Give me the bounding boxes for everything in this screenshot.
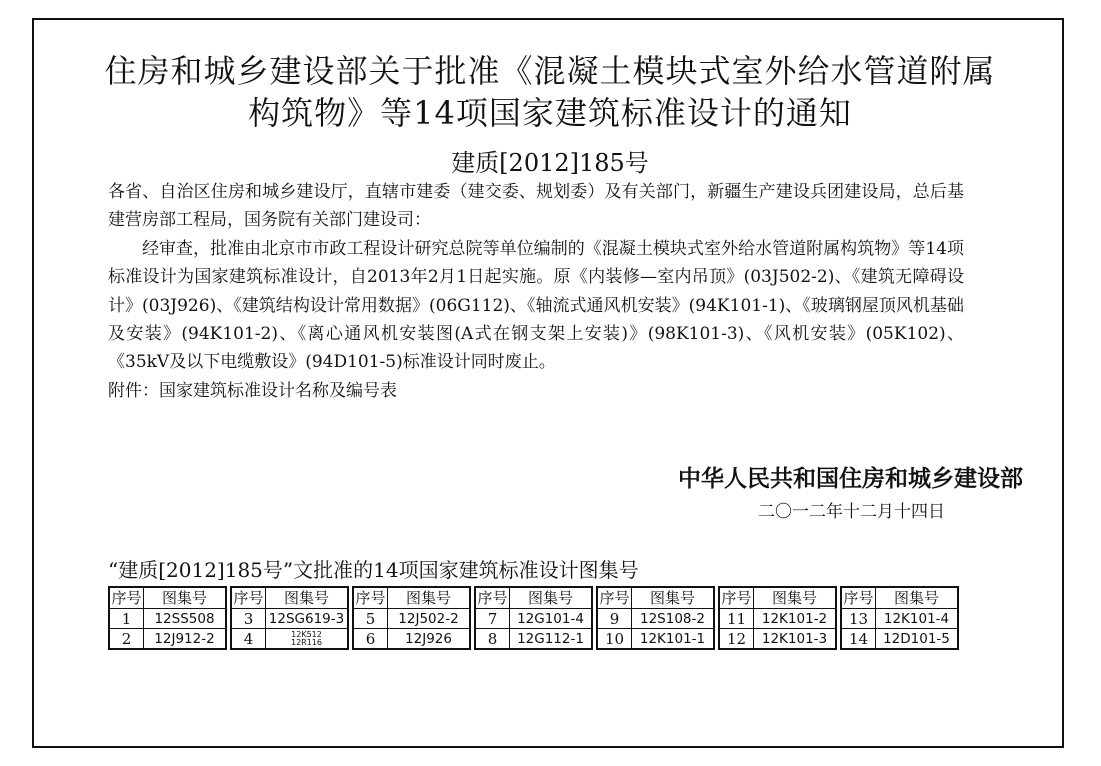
- issue-date: 二〇一二年十二月十四日: [758, 502, 945, 522]
- code-cell: 12J926: [388, 628, 469, 648]
- title-line-2: 构筑物》等14项国家建筑标准设计的通知: [248, 94, 852, 132]
- seq-header: 序号: [721, 589, 752, 607]
- seq-cell: 10: [598, 628, 631, 648]
- seq-cell: 6: [354, 628, 387, 648]
- code-header: 图集号: [771, 589, 817, 607]
- table-group: [230, 586, 349, 650]
- seq-cell: 12: [720, 628, 753, 648]
- code-bottom: 12R116: [290, 638, 322, 647]
- code-cell: 12SS508: [144, 608, 225, 628]
- code-header: 图集号: [161, 589, 207, 607]
- code-cell-stacked: [266, 628, 347, 648]
- code-header: 图集号: [649, 589, 695, 607]
- seq-cell: 8: [476, 628, 509, 648]
- code-cell: 12D101-5: [876, 628, 957, 648]
- atlas-number-table: [108, 586, 964, 650]
- notice-title: [34, 50, 1066, 134]
- code-cell: 12S108-2: [632, 608, 713, 628]
- recipients: 各省、自治区住房和城乡建设厅，直辖市建委（建交委、规划委）及有关部门，新疆生产建设兵团建设局，总后基建营房部工程局，国务院有关部门建设司：: [108, 182, 964, 231]
- code-cell: 12K101-1: [632, 628, 713, 648]
- table-group: [718, 586, 837, 650]
- attachment-line: 附件：国家建筑标准设计名称及编号表: [108, 380, 397, 401]
- seq-cell: 2: [110, 628, 143, 648]
- code-header: 图集号: [283, 589, 329, 607]
- code-cell: 12G101-4: [510, 608, 591, 628]
- seq-cell: 4: [232, 628, 265, 648]
- seq-header: 序号: [477, 589, 508, 607]
- seq-header: 序号: [599, 589, 630, 607]
- seq-cell: 3: [232, 608, 265, 628]
- code-header: 图集号: [527, 589, 573, 607]
- seq-cell: 14: [842, 628, 875, 648]
- table-group: [596, 586, 715, 650]
- seq-cell: 1: [110, 608, 143, 628]
- seq-header: 序号: [111, 589, 142, 607]
- code-cell: 12J502-2: [388, 608, 469, 628]
- code-top: 12K512: [291, 630, 322, 639]
- seq-cell: 9: [598, 608, 631, 628]
- table-caption: “建质[2012]185号”文批准的14项国家建筑标准设计图集号: [108, 558, 639, 582]
- code-cell: 12K101-2: [754, 608, 835, 628]
- table-group: [840, 586, 959, 650]
- table-group: [474, 586, 593, 650]
- code-cell: 12G112-1: [510, 628, 591, 648]
- seq-header: 序号: [843, 589, 874, 607]
- code-cell: 12J912-2: [144, 628, 225, 648]
- code-header: 图集号: [893, 589, 939, 607]
- code-header: 图集号: [405, 589, 451, 607]
- table-group: [108, 586, 227, 650]
- issuing-authority: 中华人民共和国住房和城乡建设部: [678, 466, 1023, 492]
- code-cell: 12K101-4: [876, 608, 957, 628]
- seq-cell: 13: [842, 608, 875, 628]
- table-group: [352, 586, 471, 650]
- title-line-1: 住房和城乡建设部关于批准《混凝土模块式室外给水管道附属: [104, 52, 996, 90]
- code-cell: 12K101-3: [754, 628, 835, 648]
- notice-body: [108, 178, 964, 405]
- seq-cell: 11: [720, 608, 753, 628]
- seq-cell: 5: [354, 608, 387, 628]
- seq-header: 序号: [355, 589, 386, 607]
- seq-header: 序号: [233, 589, 264, 607]
- document-number: 建质[2012]185号: [451, 149, 649, 177]
- seq-cell: 7: [476, 608, 509, 628]
- body-paragraph: 经审查，批准由北京市市政工程设计研究总院等单位编制的《混凝土模块式室外给水管道附属构筑物》等14项标准设计为国家建筑标准设计，自2013年2月1日起实施。原《内装修—室内吊顶》(03J502-2)、《建筑无障碍设计》(03J926)、《建筑结构设计常用数据》(06G112)、《轴流式通风机安装》(94K101-1)、《玻璃钢屋顶风机基础及安装》(94K101-2)、《离心通风机安装图(A式在钢支架上安装)》(98K101-3)、《风机安装》(05K102)、《35kV及以下电缆敷设》(94D101-5)标准设计同时废止。: [108, 238, 964, 373]
- code-cell: 12SG619-3: [266, 608, 347, 628]
